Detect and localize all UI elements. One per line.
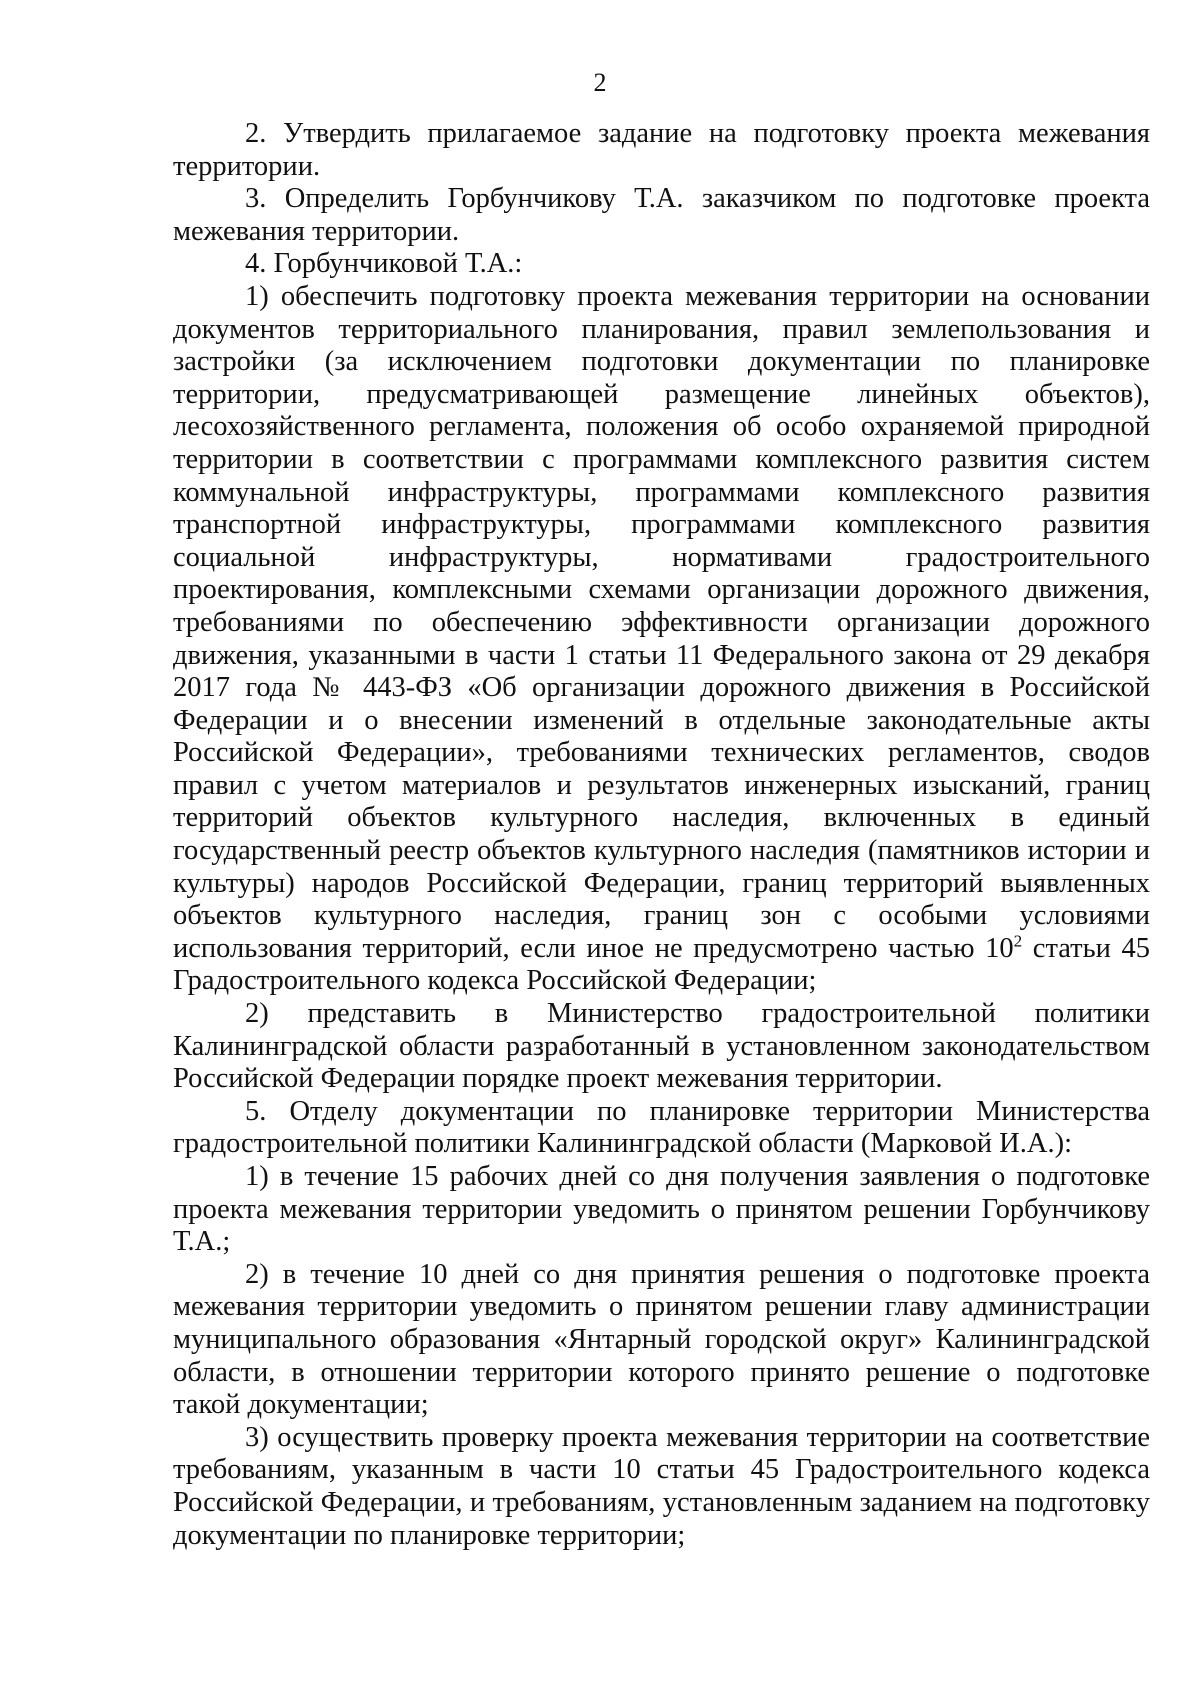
paragraph-notify-administration: 2) в течение 10 дней со дня принятия решения о подготовке проекта межевания территории уведомить о принятом решении главу администрации муниципального образования «Янтарный городской округ» Калининградской области, в отношении территории которого принято решение о подготовке такой документации; [173, 1258, 1150, 1421]
paragraph-gorbunchikova-heading: 4. Горбунчиковой Т.А.: [245, 248, 523, 280]
paragraph-submit-project: 2) представить в Министерство градостроительной политики Калининградской области разработанный в установленном законодательством Российской Федерации порядке проект межевания территории. [173, 998, 1150, 1095]
paragraph-notify-applicant: 1) в течение 15 рабочих дней со дня получения заявления о подготовке проекта межевания территории уведомить о принятом решении Горбунчикову Т.А.; [173, 1161, 1150, 1258]
paragraph-define-customer: 3. Определить Горбунчикову Т.А. заказчиком по подготовке проекта межевания территории. [173, 183, 1150, 247]
paragraph-verify-project: 3) осуществить проверку проекта межевания территории на соответствие требованиям, указанным в части 10 статьи 45 Градостроительного кодекса Российской Федерации, и требованиям, установленным заданием на подготовку документации по планировке территории; [173, 1421, 1150, 1551]
paragraph-ensure-preparation [173, 281, 1150, 998]
paragraph-approve-task: 2. Утвердить прилагаемое задание на подготовку проекта межевания территории. [173, 118, 1150, 182]
paragraph-ensure-preparation-tail: статьи 45 Градостроительного кодекса Российской Федерации; [173, 932, 1150, 997]
paragraph-department-heading: 5. Отделу документации по планировке территории Министерства градостроительной политики Калининградской области (Марковой И.А.): [173, 1095, 1150, 1160]
superscript-mark: 2 [1013, 931, 1023, 951]
paragraph-ensure-preparation-text: 1) обеспечить подготовку проекта межевания территории на основании документов территориального планирования, правил землепользования и застройки (за исключением подготовки документации по планировке территории, предусматривающей размещение линейных объектов), лесохозяйственного регламента, положения об особо охраняемой природной территории в соответствии с программами комплексного развития систем коммунальной инфраструктуры, программами комплексного развития транспортной инфраструктуры, программами комплексного развития социальной инфраструктуры, нормативами градостроительного проектирования, комплексными схемами организации дорожного движения, требованиями по обеспечению эффективности организации дорожного движения, указанными в части 1 статьи 11 Федерального закона от 29 декабря 2017 года № 443-ФЗ «Об организации дорожного движения в Российской Федерации и о внесении изменений в отдельные законодательные акты Российской Федерации», требованиями технических регламентов, сводов правил с учетом материалов и результатов инженерных изысканий, границ территорий объектов культурного наследия, включенных в единый государственный реестр объектов культурного наследия (памятников истории и культуры) народов Российской Федерации, границ территорий выявленных объектов культурного наследия, границ зон с особыми условиями использования территорий, если иное не предусмотрено частью 10 [173, 280, 1150, 964]
document-body [173, 118, 1150, 1552]
page-number: 2 [593, 68, 607, 97]
